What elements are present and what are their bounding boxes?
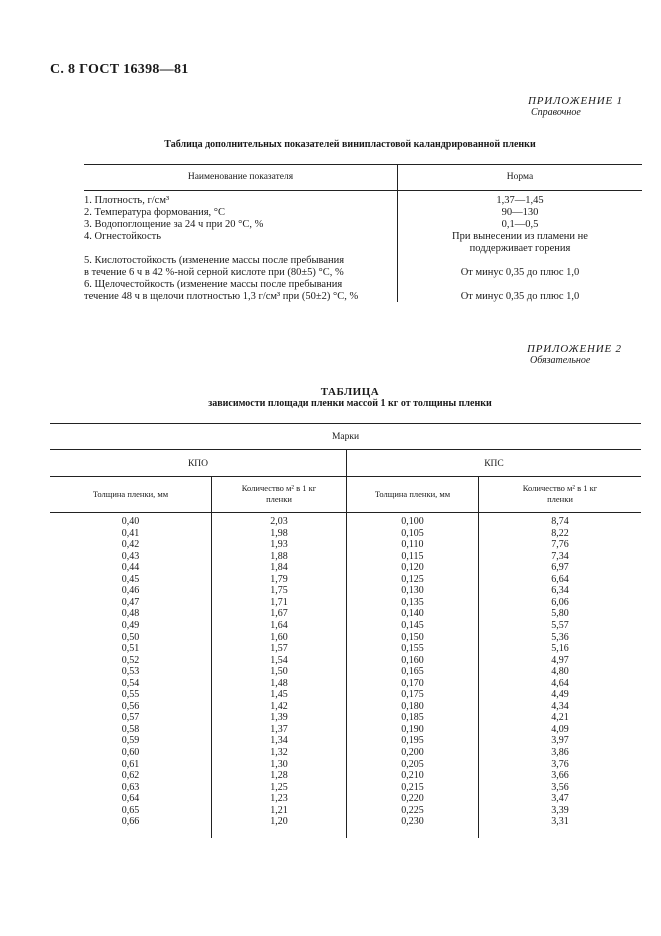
appendix1-title: ПРИЛОЖЕНИЕ 1 — [528, 95, 623, 107]
kps-qty-cell: 3,76 — [551, 758, 569, 770]
kps-qty-cell: 4,49 — [551, 689, 569, 701]
kpo-qty-cell: 1,84 — [270, 562, 288, 574]
kps-qty-cell: 6,64 — [551, 573, 569, 585]
kpo-qty-cell: 1,28 — [270, 770, 288, 782]
kpo-qty-cell: 1,67 — [270, 608, 288, 620]
table1-header-norm: Норма — [506, 172, 534, 182]
kpo-qty-cell: 1,25 — [270, 781, 288, 793]
kpo-qty-cell: 1,20 — [270, 816, 288, 828]
kpo-thickness-cell: 0,56 — [121, 700, 140, 712]
table2-header-kps-qty — [479, 483, 641, 505]
table2-header-kpo-qty-line2: пленки — [266, 494, 292, 504]
kpo-qty-cell: 1,88 — [270, 550, 288, 562]
kps-qty-cell: 4,97 — [551, 654, 569, 666]
kps-thickness-cell: 0,220 — [401, 793, 424, 805]
kps-qty-cell: 4,80 — [551, 666, 569, 678]
kpo-thickness-cell: 0,42 — [121, 539, 140, 551]
kps-thickness-cell: 0,190 — [401, 723, 424, 735]
kps-thickness-cell: 0,200 — [401, 747, 424, 758]
kpo-thickness-cell: 0,58 — [121, 723, 140, 735]
kpo-qty-cell: 1,75 — [270, 585, 288, 597]
kpo-thickness-cell: 0,49 — [121, 619, 140, 631]
kps-qty-cell: 4,09 — [551, 723, 569, 735]
kps-qty-cell: 8,74 — [551, 516, 569, 527]
table2-group-kpo: КПО — [187, 459, 209, 469]
kps-thickness-cell: 0,110 — [401, 539, 424, 551]
kpo-thickness-cell: 0,65 — [121, 804, 140, 816]
kpo-qty-cell: 1,57 — [270, 643, 288, 655]
kps-thickness-cell: 0,165 — [401, 666, 424, 678]
table1-row-name: 2. Температура формования, °С — [84, 207, 226, 218]
kps-thickness-cell: 0,160 — [401, 654, 424, 666]
page-header: С. 8 ГОСТ 16398—81 — [50, 62, 189, 77]
kpo-thickness-cell: 0,51 — [121, 643, 140, 655]
kps-thickness-cell: 0,135 — [401, 596, 424, 608]
kpo-thickness-cell: 0,48 — [121, 608, 140, 620]
table1-row-norm: От минус 0,35 до плюс 1,0 — [460, 291, 580, 302]
kps-thickness-cell: 0,205 — [401, 758, 424, 770]
kps-qty-cell: 5,16 — [551, 643, 569, 655]
kps-thickness-cell: 0,145 — [401, 619, 424, 631]
table1-row-name: 6. Щелочестойкость (изменение массы после пребывания — [84, 279, 343, 290]
kpo-qty-cell: 1,71 — [270, 596, 288, 608]
kpo-thickness-cell: 0,52 — [121, 654, 140, 666]
kpo-qty-cell: 1,93 — [270, 539, 288, 551]
table1-row-name: 3. Водопоглощение за 24 ч при 20 °С, % — [84, 219, 264, 230]
kpo-qty-cell: 1,42 — [270, 700, 288, 712]
kpo-thickness-cell: 0,41 — [121, 527, 140, 539]
kps-qty-cell: 5,80 — [551, 608, 569, 620]
kps-thickness-cell: 0,140 — [401, 608, 424, 620]
kpo-thickness-cell: 0,59 — [121, 735, 140, 747]
kpo-qty-cell: 1,37 — [270, 723, 288, 735]
kpo-thickness-cell: 0,43 — [121, 550, 140, 562]
kpo-thickness-cell: 0,61 — [121, 758, 140, 770]
kps-qty-cell: 6,06 — [551, 596, 569, 608]
kpo-thickness-cell: 0,63 — [121, 781, 140, 793]
kpo-thickness-cell: 0,60 — [121, 747, 140, 758]
kpo-qty-cell: 1,54 — [270, 654, 288, 666]
table1-header-rule — [84, 190, 642, 191]
kpo-thickness-cell: 0,50 — [121, 631, 140, 643]
table1-row-norm: 90—130 — [501, 207, 539, 218]
kps-qty-cell: 7,34 — [551, 550, 569, 562]
table1-row-name: в течение 6 ч в 42 %-ной серной кислоте при (80±5) °С, % — [84, 267, 344, 278]
kpo-thickness-cell: 0,55 — [121, 689, 140, 701]
kps-qty-cell: 3,86 — [551, 747, 569, 758]
table1-row-norm: поддерживает горения — [469, 243, 571, 254]
kps-qty-cell: 4,64 — [551, 677, 569, 689]
appendix1-subtitle: Справочное — [531, 107, 581, 118]
kps-thickness-cell: 0,215 — [401, 781, 424, 793]
kps-thickness-cell: 0,120 — [401, 562, 424, 574]
kps-thickness-cell: 0,175 — [401, 689, 424, 701]
kps-qty-cell: 3,97 — [551, 735, 569, 747]
kpo-thickness-cell: 0,57 — [121, 712, 140, 724]
kps-thickness-cell: 0,125 — [401, 573, 424, 585]
table1-row-name: 5. Кислотостойкость (изменение массы после пребывания — [84, 255, 345, 266]
table1-row-norm: 0,1—0,5 — [501, 219, 539, 230]
kps-qty-cell: 3,31 — [551, 816, 569, 828]
kpo-qty-cell: 1,50 — [270, 666, 288, 678]
table2-top-rule — [50, 423, 641, 424]
kps-qty-cell: 6,97 — [551, 562, 569, 574]
kpo-qty-cell: 1,64 — [270, 619, 288, 631]
table1-row-name: 4. Огнестойкость — [84, 231, 162, 242]
kps-thickness-cell: 0,155 — [401, 643, 424, 655]
table1-row-norm: От минус 0,35 до плюс 1,0 — [460, 267, 580, 278]
kps-qty-cell: 3,56 — [551, 781, 569, 793]
kps-qty-cell: 4,34 — [551, 700, 569, 712]
kpo-qty-cell: 1,34 — [270, 735, 288, 747]
table2-header-kps-qty-line1: Количество м² в 1 кг — [522, 483, 598, 493]
kpo-qty-cell: 1,32 — [270, 747, 288, 758]
kpo-thickness-cell: 0,40 — [121, 516, 140, 527]
kps-qty-cell: 6,34 — [551, 585, 569, 597]
kps-qty-cell: 3,39 — [551, 804, 569, 816]
kps-qty-cell: 4,21 — [551, 712, 569, 724]
kps-thickness-cell: 0,185 — [401, 712, 424, 724]
kps-thickness-cell: 0,230 — [401, 816, 424, 828]
kps-qty-cell: 3,47 — [551, 793, 569, 805]
kps-thickness-cell: 0,130 — [401, 585, 424, 597]
kps-thickness-cell: 0,195 — [401, 735, 424, 747]
table2-header-kpo-qty — [212, 483, 346, 505]
kpo-thickness-cell: 0,54 — [121, 677, 140, 689]
table2-header-kpo-thickness: Толщина пленки, мм — [92, 489, 169, 499]
kpo-thickness-cell: 0,44 — [121, 562, 140, 574]
kpo-qty-cell: 1,98 — [270, 527, 288, 539]
table1-caption: Таблица дополнительных показателей винипластовой каландрированной пленки — [164, 139, 536, 150]
table2-marks-label: Марки — [331, 432, 360, 442]
table2-caption-title: ТАБЛИЦА — [320, 386, 380, 398]
kpo-qty-cell: 1,79 — [270, 573, 288, 585]
kpo-qty-cell: 1,45 — [270, 689, 288, 701]
kpo-qty-cell: 1,48 — [270, 677, 288, 689]
kpo-qty-cell: 1,21 — [270, 804, 288, 816]
table2-header-rule — [50, 512, 641, 513]
table2-header-kpo-qty-line1: Количество м² в 1 кг — [241, 483, 317, 493]
kpo-thickness-cell: 0,62 — [121, 770, 140, 782]
kps-qty-cell: 3,66 — [551, 770, 569, 782]
table1-row-norm: 1,37—1,45 — [496, 195, 544, 206]
kps-qty-cell: 7,76 — [551, 539, 569, 551]
appendix2-subtitle: Обязательное — [530, 355, 591, 366]
kpo-qty-cell: 1,30 — [270, 758, 288, 770]
kpo-thickness-cell: 0,47 — [121, 596, 140, 608]
kps-thickness-cell: 0,100 — [401, 516, 424, 527]
kpo-qty-cell: 1,23 — [270, 793, 288, 805]
kps-thickness-cell: 0,225 — [401, 804, 424, 816]
kps-thickness-cell: 0,170 — [401, 677, 424, 689]
kpo-thickness-cell: 0,64 — [121, 793, 140, 805]
table2-header-kps-thickness: Толщина пленки, мм — [374, 489, 451, 499]
kpo-thickness-cell: 0,45 — [121, 573, 140, 585]
table2-group-kps: КПС — [484, 459, 504, 469]
appendix2-title: ПРИЛОЖЕНИЕ 2 — [527, 343, 622, 355]
table2-header-kps-qty-line2: пленки — [547, 494, 573, 504]
kpo-thickness-cell: 0,66 — [121, 816, 140, 828]
table2-group-rule — [50, 476, 641, 477]
kps-thickness-cell: 0,115 — [401, 550, 424, 562]
kpo-thickness-cell: 0,46 — [121, 585, 140, 597]
kps-qty-cell: 8,22 — [551, 527, 569, 539]
kpo-qty-cell: 1,39 — [270, 712, 288, 724]
table1-row-norm: При вынесении из пламени не — [452, 231, 588, 242]
kpo-thickness-cell: 0,53 — [121, 666, 140, 678]
kpo-qty-cell: 1,60 — [270, 631, 288, 643]
kps-thickness-cell: 0,150 — [401, 631, 424, 643]
kps-thickness-cell: 0,105 — [401, 527, 424, 539]
kps-thickness-cell: 0,180 — [401, 700, 424, 712]
kps-qty-cell: 5,36 — [551, 631, 569, 643]
table1-row-name: 1. Плотность, г/см³ — [84, 195, 170, 206]
table1-top-rule — [84, 164, 642, 165]
table1-row-name: течение 48 ч в щелочи плотностью 1,3 г/см³ при (50±2) °С, % — [84, 291, 359, 302]
table1-header-name: Наименование показателя — [187, 172, 294, 182]
kps-thickness-cell: 0,210 — [401, 770, 424, 782]
table2-caption-subtitle: зависимости площади пленки массой 1 кг от толщины пленки — [208, 398, 492, 409]
kps-qty-cell: 5,57 — [551, 619, 569, 631]
kpo-qty-cell: 2,03 — [270, 516, 288, 527]
